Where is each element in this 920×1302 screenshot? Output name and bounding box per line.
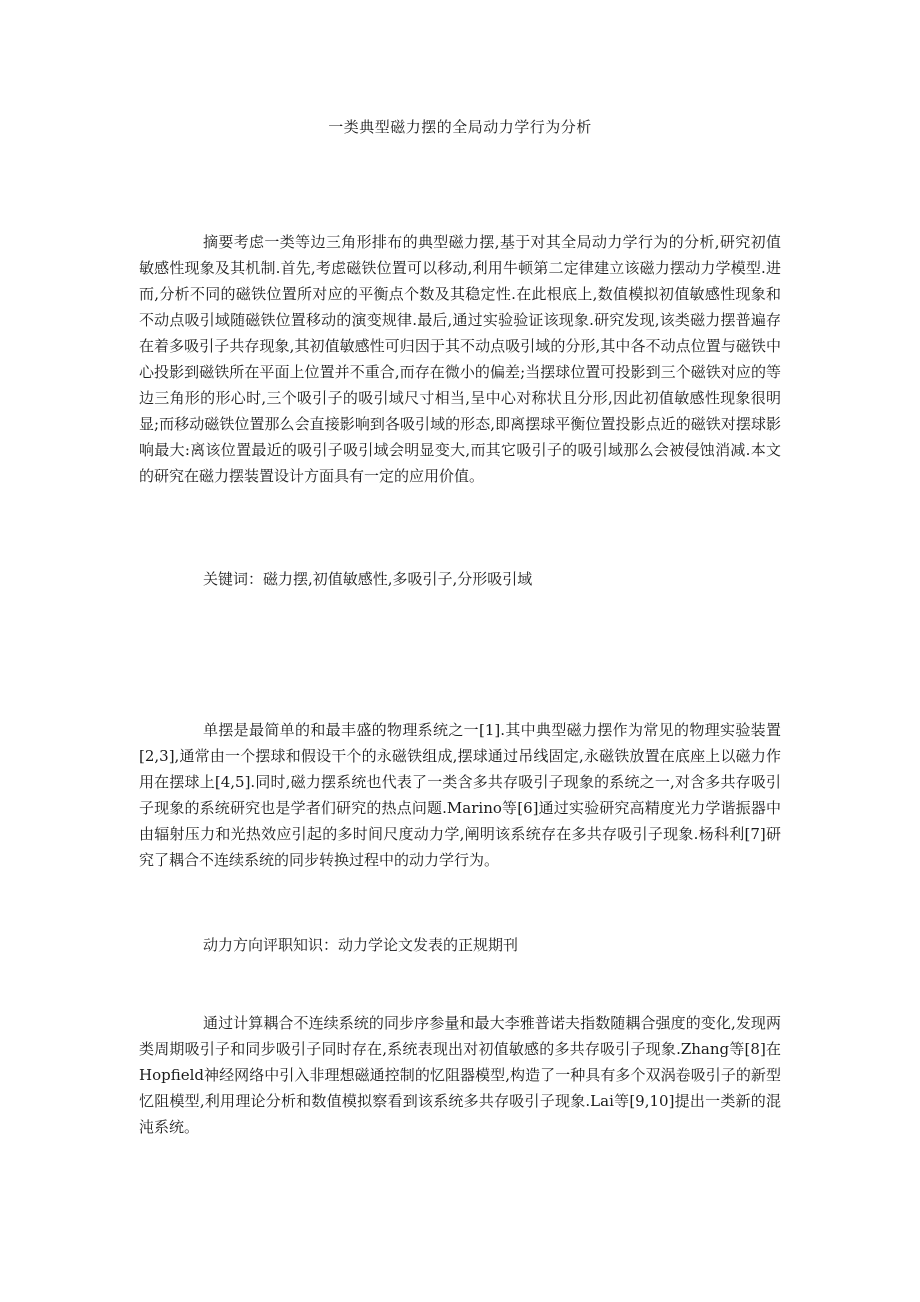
abstract-paragraph: 摘要考虑一类等边三角形排布的典型磁力摆,基于对其全局动力学行为的分析,研究初值敏感性现象及其机制.首先,考虑磁铁位置可以移动,利用牛顿第二定律建立该磁力摆动力学模型.进而,分析不同的磁铁位置所对应的平衡点个数及其稳定性.在此根底上,数值模拟初值敏感性现象和不动点吸引域随磁铁位置移动的演变规律.最后,通过实验验证该现象.研究发现,该类磁力摆普遍存在着多吸引子共存现象,其初值敏感性可归因于其不动点吸引域的分形,其中各不动点位置与磁铁中心投影到磁铁所在平面上位置并不重合,而存在微小的偏差;当摆球位置可投影到三个磁铁对应的等边三角形的形心时,三个吸引子的吸引域尺寸相当,呈中心对称状且分形,因此初值敏感性现象很明显;而移动磁铁位置那么会直接影响到各吸引域的形态,即离摆球平衡位置投影点近的磁铁对摆球影响最大:离该位置最近的吸引子吸引域会明显变大,而其它吸引子的吸引域那么会被侵蚀消减.本文的研究在磁力摆装置设计方面具有一定的应用价值。 xyxy=(139,233,781,485)
related-knowledge-line: 动力方向评职知识：动力学论文发表的正规期刊 xyxy=(203,936,519,954)
document-title: 一类典型磁力摆的全局动力学行为分析 xyxy=(328,118,592,136)
intro-paragraph: 单摆是最简单的和最丰盛的物理系统之一[1].其中典型磁力摆作为常见的物理实验装置[2,3],通常由一个摆球和假设干个的永磁铁组成,摆球通过吊线固定,永磁铁放置在底座上以磁力作用在摆球上[4,5].同时,磁力摆系统也代表了一类含多共存吸引子现象的系统之一,对含多共存吸引子现象的系统研究也是学者们研究的热点问题.Marino等[6]通过实验研究高精度光力学谐振器中由辐射压力和光热效应引起的多时间尺度动力学,阐明该系统存在多共存吸引子现象.杨科利[7]研究了耦合不连续系统的同步转换过程中的动力学行为。 xyxy=(139,721,781,869)
keywords-line: 关键词：磁力摆,初值敏感性,多吸引子,分形吸引域 xyxy=(203,570,533,588)
body-paragraph: 通过计算耦合不连续系统的同步序参量和最大李雅普诺夫指数随耦合强度的变化,发现两类周期吸引子和同步吸引子同时存在,系统表现出对初值敏感的多共存吸引子现象.Zhang等[8]在Hopfield神经网络中引入非理想磁通控制的忆阻器模型,构造了一种具有多个双涡卷吸引子的新型忆阻模型,利用理论分析和数值模拟察看到该系统多共存吸引子现象.Lai等[9,10]提出一类新的混沌系统。 xyxy=(139,1014,781,1136)
